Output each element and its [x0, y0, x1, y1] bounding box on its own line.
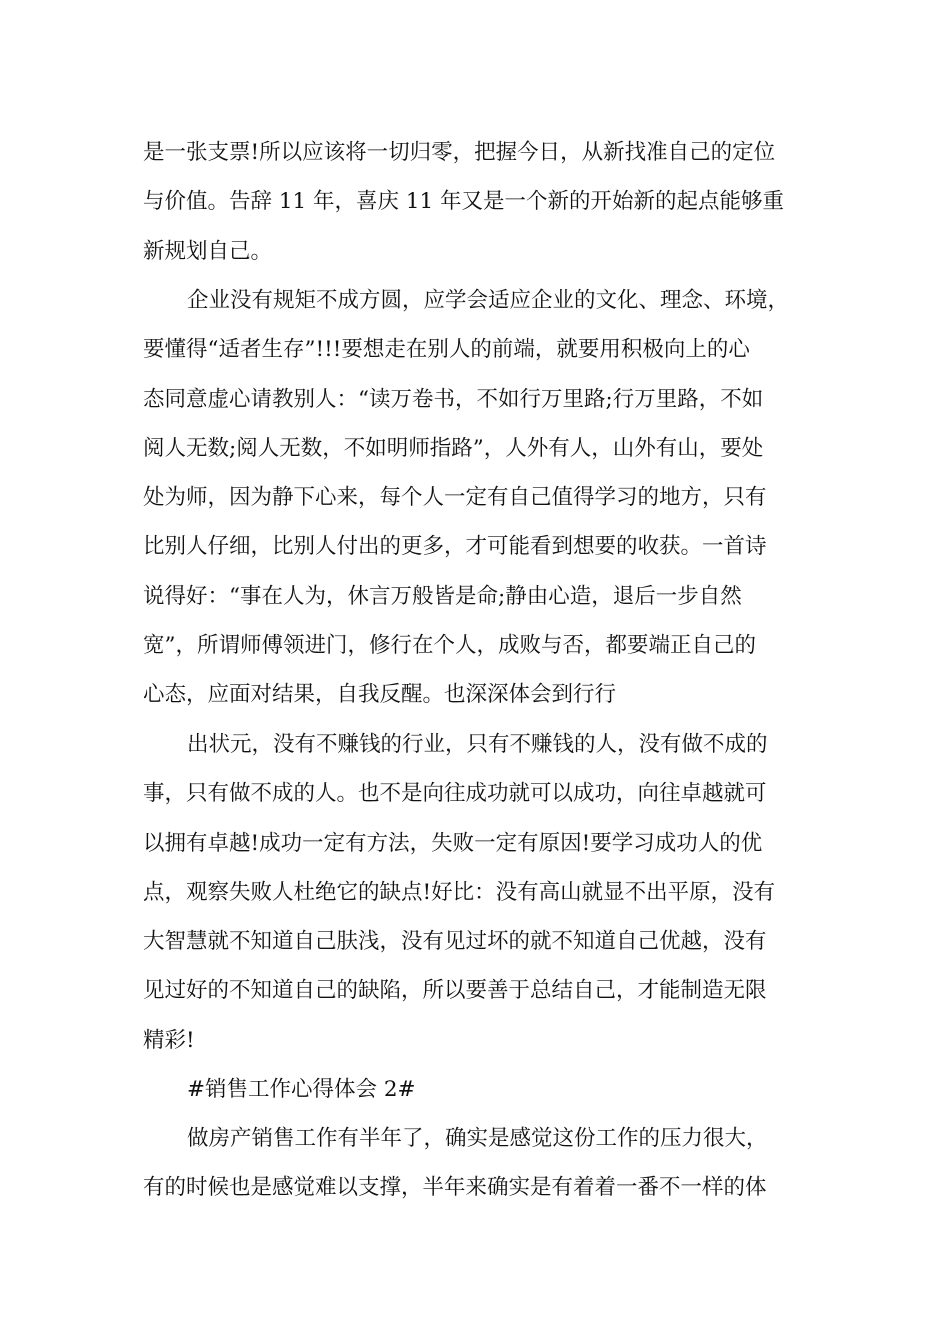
- text-line: 大智慧就不知道自己肤浅，没有见过坏的就不知道自己优越，没有: [143, 929, 767, 955]
- text-line: 态同意虚心请教别人：“读万卷书，不如行万里路;行万里路，不如: [143, 386, 764, 412]
- paragraph-success: [143, 720, 808, 1065]
- text-line: 新规划自己。: [143, 238, 273, 264]
- text-line: 要懂得“适者生存”!!!要想走在别人的前端，就要用积极向上的心: [143, 337, 750, 363]
- text-line: 与价值。告辞 11 年，喜庆 11 年又是一个新的开始新的起点能够重: [143, 189, 785, 215]
- text-line: 说得好：“事在人为，休言万般皆是命;静由心造，退后一步自然: [143, 583, 742, 609]
- text-line: 比别人仔细，比别人付出的更多，才可能看到想要的收获。一首诗: [143, 534, 767, 560]
- paragraph-continued: [143, 128, 808, 276]
- text-line: 阅人无数;阅人无数，不如明师指路”，人外有人，山外有山，要处: [143, 435, 764, 461]
- text-line: 以拥有卓越!成功一定有方法，失败一定有原因!要学习成功人的优: [143, 830, 763, 856]
- text-line: 出状元，没有不赚钱的行业，只有不赚钱的人，没有做不成的: [187, 732, 768, 757]
- section-heading: [143, 1065, 808, 1114]
- text-line: 点，观察失败人杜绝它的缺点!好比：没有高山就显不出平原，没有: [143, 879, 776, 905]
- section-heading-text: #销售工作心得体会 2#: [187, 1077, 416, 1102]
- text-line: 宽”，所谓师傅领进门，修行在个人，成败与否，都要端正自己的: [143, 633, 756, 659]
- text-line: 见过好的不知道自己的缺陷，所以要善于总结自己，才能制造无限: [143, 978, 767, 1004]
- text-line: 事，只有做不成的人。也不是向往成功就可以成功，向往卓越就可: [143, 781, 767, 807]
- text-line: 精彩!: [143, 1027, 195, 1053]
- text-line: 有的时候也是感觉难以支撑，半年来确实是有着着一番不一样的体: [143, 1175, 767, 1201]
- text-line: 是一张支票!所以应该将一切归零，把握今日，从新找准自己的定位: [143, 140, 776, 165]
- text-line: 做房产销售工作有半年了，确实是感觉这份工作的压力很大，: [187, 1126, 768, 1151]
- paragraph-real-estate: [143, 1114, 808, 1213]
- text-line: 企业没有规矩不成方圆，应学会适应企业的文化、理念、环境，: [187, 288, 790, 313]
- text-line: 心态，应面对结果，自我反醒。也深深体会到行行: [143, 682, 617, 708]
- text-line: 处为师，因为静下心来，每个人一定有自己值得学习的地方，只有: [143, 485, 767, 511]
- paragraph-rules: [143, 276, 808, 720]
